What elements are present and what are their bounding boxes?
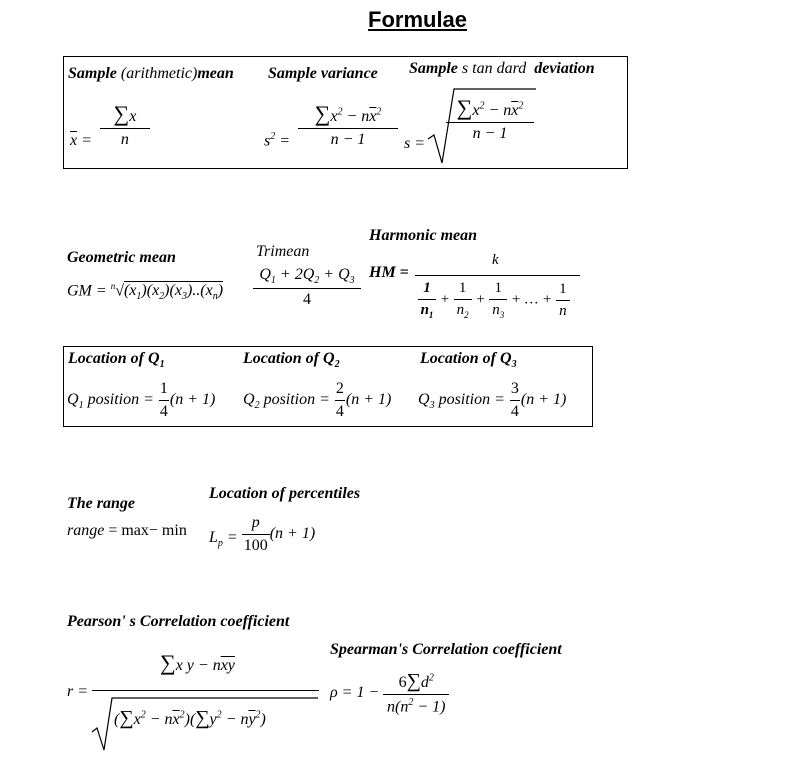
q1-position-word: position: [87, 390, 140, 408]
q3-position-formula: $Q_3$ position = $\frac{3}{4}$ (n + 1): [418, 380, 567, 420]
q1-position-formula: $Q_1$ position = $\frac{1}{4}$ (n + 1): [67, 380, 216, 420]
q2-position-formula: $Q_2$ position = $\frac{2}{4}$ (n + 1): [243, 380, 392, 420]
pearson-denominator: $(\sum x^2 - n\overline{x}^2)(\sum y^2 - n\overline{y}^2)$: [114, 707, 266, 729]
harmonic-mean-formula-lhs: HM =: [369, 264, 409, 281]
range-label: The range: [67, 495, 135, 512]
spearman-formula: ρ = 1 − $\frac{6\sum d^2}{n(n^2 - 1)}$: [330, 670, 449, 716]
spearman-label: Spearman's Correlation coefficient: [330, 641, 562, 658]
q3-location-label: Location of $Q_3$: [420, 350, 517, 371]
sample-mean-label: Sample (arithmetic)mean: [68, 65, 234, 82]
harmonic-bar: [415, 275, 580, 276]
range-formula: range = max− min: [67, 522, 187, 539]
range-formula-word: range: [67, 522, 105, 539]
sd-formula: s =: [404, 135, 426, 152]
harmonic-k: k: [492, 252, 499, 268]
geometric-mean-formula: GM = $^n√(x_1)(x_2)(x_3)..(x_n)$: [67, 281, 224, 303]
sd-fraction: $\frac{\sum x^2 - n\overline{x}^2}{n - 1}$: [446, 96, 534, 143]
geometric-mean-label: Geometric mean: [67, 249, 176, 266]
sample-mean-label-text: (arithmetic): [120, 65, 198, 82]
range-formula-rhs: max− min: [121, 522, 187, 539]
q1-location-label-text: Location of: [68, 350, 144, 367]
percentile-formula: $L_p$ = $\frac{p}{100}$ (n + 1): [209, 514, 316, 554]
pearson-r-lhs: r =: [67, 683, 89, 700]
pearson-numerator: ∑x $y - n\overline{xy}$: [160, 650, 235, 675]
q2-location-label: Location of $Q_2$: [243, 350, 340, 371]
pearson-label: Pearson' s Correlation coefficient: [67, 613, 290, 630]
q3-location-label-text: Location of: [420, 350, 496, 367]
sample-sd-label: Sample s tan dard deviation: [409, 60, 595, 77]
variance-formula: $s^2$ = $\frac{\sum x^2 - n\overline{x}^2}{n - 1}$: [264, 96, 398, 143]
page-title: Formulae: [368, 7, 468, 32]
q1-location-label: Location of $Q_1$: [68, 350, 165, 371]
q2-location-label-text: Location of: [243, 350, 319, 367]
pearson-bar: [92, 690, 319, 691]
q3-position-word: position: [438, 390, 491, 408]
sample-variance-label: Sample variance: [268, 65, 378, 82]
percentiles-label: Location of percentiles: [209, 485, 361, 502]
harmonic-mean-label: Harmonic mean: [369, 227, 478, 244]
q2-position-word: position: [263, 390, 316, 408]
trimean-formula: $\frac{Q_1 + 2Q_2 + Q_3}{4}$: [253, 266, 361, 309]
trimean-label: Trimean: [256, 243, 310, 260]
harmonic-denominator: $\frac{1}{n_1}$ + $\frac{1}{n_2}$ + $\frac{1}{n_3}$ + … + $\frac{1}{n}$: [418, 280, 570, 320]
mean-formula: $\overline{x}$ = $\frac{\sum x}{n}$: [70, 96, 150, 143]
